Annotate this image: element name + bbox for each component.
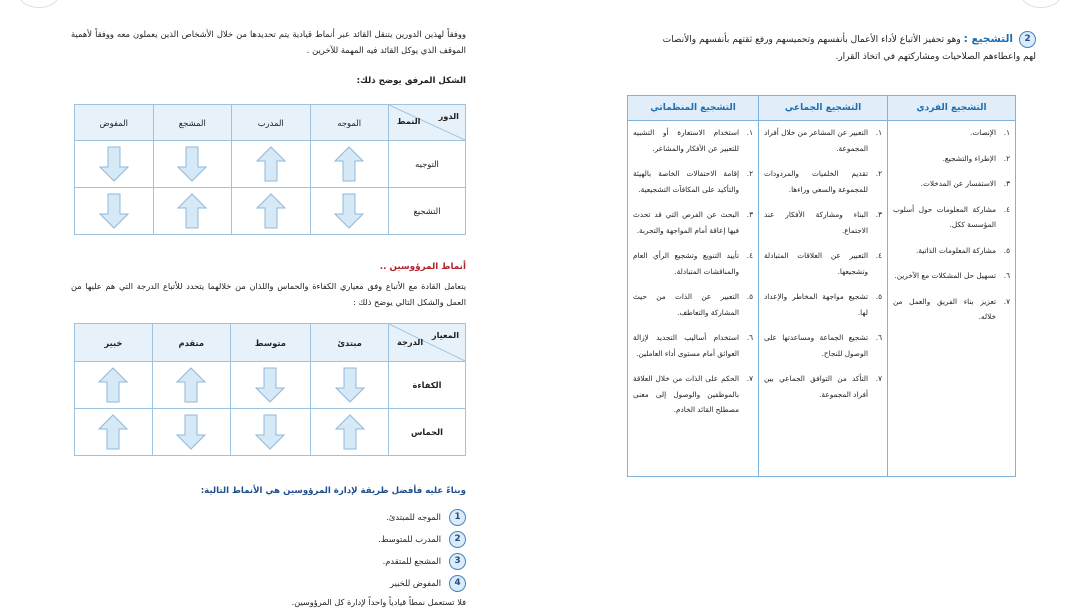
item-number: ٧. [746,374,753,383]
list-item [633,166,753,197]
item-text: التعبير عن العلاقات المتبادلة وتشجيعها. [764,251,868,276]
list-item [378,528,466,550]
levels-col-header: متقدم [152,324,230,362]
number-badge: 2 [1019,31,1036,48]
arrow-down-icon [99,193,129,229]
list-item [764,207,882,238]
item-number: ٣. [1003,179,1010,188]
list-item [764,248,882,279]
arrow-down-icon [176,414,206,450]
arrow-down-icon [255,414,285,450]
arrow-up-icon [256,146,286,182]
item-text: استخدام أساليب التجديد لإزالة العوائق أمام مستوى أداء العاملين. [633,333,739,358]
list-item [378,506,466,528]
item-number: ١. [746,128,753,137]
table-row [75,409,466,456]
item-text: استخدام الاستعارة أو التشبيه للتعبير عن الأفكار والمشاعر. [633,128,739,153]
list-item [633,248,753,279]
levels-table [74,323,466,456]
roles-header-top: الدور [438,111,459,121]
arrow-up-icon [98,367,128,403]
item-text: البحث عن الفرص التي قد تحدث فيها إعاقة أمام المواجهة والتجربة. [633,210,739,235]
individual-column [888,121,1016,477]
arrow-up-icon [334,146,364,182]
item-number: ٧. [875,374,882,383]
table-row [75,141,466,188]
item-text: إقامة الاحتفالات الخاصة بالهيئة والتأكيد على المكافآت التشجيعية. [633,169,739,194]
right-page [520,0,1080,612]
list-item [893,202,1010,233]
arrow-cell [230,409,311,456]
roles-col-header: المفوض [75,105,154,141]
levels-row-label: الحماس [389,409,466,456]
organizational-list [633,125,753,418]
arrow-cell [75,362,153,409]
list-item-text: الموجه للمبتدئ. [386,512,441,522]
group-list [764,125,882,402]
item-number: ٤. [875,251,882,260]
item-text: مشاركة المعلومات حول أسلوب المؤسسة ككل. [893,204,996,229]
arrow-cell [310,141,389,188]
number-badge: 2 [449,531,466,548]
list-item [893,268,1010,284]
levels-row-label: الكفاءة [389,362,466,409]
roles-col-header: المدرب [232,105,311,141]
closing-sentence: فلا تستعمل نمطاً قيادياً واحداً لإدارة كل المرؤوسين. [291,597,466,607]
arrow-cell [152,409,230,456]
item-text: التعبير عن المشاعر من خلال أفراد المجموعة. [764,128,868,153]
item-number: ٣. [746,210,753,219]
item-number: ١. [875,128,882,137]
page-corner-decoration [20,0,58,8]
item-text: التأكد من التوافق الجماعي بين أفراد المجموعة. [764,374,868,399]
arrow-down-icon [334,193,364,229]
item-text: الإنصات. [970,128,996,137]
encouragement-heading [656,31,1036,66]
arrow-up-icon [177,193,207,229]
item-text: مشاركة المعلومات الذاتية. [916,245,996,255]
list-item-text: المدرب للمتوسط. [378,534,441,544]
arrow-up-icon [176,367,206,403]
roles-col-header: المشجع [153,105,232,141]
list-item [764,371,882,402]
list-item [764,330,882,361]
levels-table-corner [389,324,466,362]
arrow-up-icon [98,414,128,450]
list-item [764,289,882,320]
item-number: ٦. [875,333,882,342]
list-item [378,572,466,594]
arrow-down-icon [177,146,207,182]
roles-row-label: التوجيه [389,141,466,188]
item-text: البناء ومشاركة الأفكار عند الاجتماع. [764,210,868,235]
list-item-text: المشجع للمتقدم. [382,556,441,566]
arrow-cell [310,188,389,235]
arrow-down-icon [335,367,365,403]
levels-header-bottom: الدرجة [397,337,424,347]
arrow-cell [311,362,389,409]
page-corner-decoration [1022,0,1060,8]
arrow-cell [75,409,153,456]
encouragement-description: وهو تحفيز الأتباع لأداء الأعمال بأنفسهم وتحميسهم ورفع ثقتهم بأنفسهم والأنصات لهم واعطاءهم الصلاحيات ومشاركتهم في اتخاذ القرار. [662,35,1036,62]
list-item [633,371,753,418]
list-item [893,151,1010,167]
list-item [633,207,753,238]
levels-col-header: مبتدئ [311,324,389,362]
item-text: تشجيع مواجهة المخاطر والإعداد لها. [764,292,868,317]
item-number: ٦. [1003,271,1010,280]
individual-list [893,125,1010,325]
item-text: الإطراء والتشجيع. [942,153,996,163]
list-item [633,289,753,320]
column-header-organizational: التشجيع المنظماتي [628,96,759,121]
arrow-down-icon [99,146,129,182]
arrow-cell [232,141,311,188]
section-title: أنماط المرؤوسين .. [379,262,466,272]
item-number: ٢. [746,169,753,178]
roles-col-header: الموجه [310,105,389,141]
table-row [75,188,466,235]
arrow-cell [232,188,311,235]
item-number: ١. [1003,128,1010,137]
arrow-cell [230,362,311,409]
item-text: الحكم على الذات من خلال العلاقة بالموظفين والوصول إلى معنى مصطلح القائد الخادم. [633,374,739,414]
intro-paragraph: ووفقاً لهذين الدورين يتنقل القائد عبر أنماط قيادية يتم تحديدها من خلال الأشخاص الذين يعملون معه ووفقاً لأهمية الموقف الذي يوكل القائد فيه المهمة للآخرين . [71,29,466,55]
item-text: التعبير عن الذات من حيث المشاركة والتعاطف. [633,292,739,317]
item-number: ٦. [746,333,753,342]
item-number: ٢. [875,169,882,178]
item-number: ٧. [1003,296,1010,306]
arrow-cell [75,141,154,188]
arrow-down-icon [255,367,285,403]
arrow-up-icon [256,193,286,229]
item-number: ٥. [875,292,882,301]
list-item [893,294,1010,325]
levels-col-header: خبير [75,324,153,362]
roles-table [74,104,466,235]
item-number: ٤. [1003,204,1010,214]
list-item [378,550,466,572]
item-number: ٣. [875,210,882,219]
figure-caption: الشكل المرفق يوضح ذلك: [356,76,466,86]
list-item [893,243,1010,259]
item-text: تشجيع الجماعة ومساعدتها على الوصول للنجاح. [764,333,868,358]
item-text: تعزيز بناء الفريق والعمل من خلاله. [893,296,996,321]
encouragement-table [627,95,1016,477]
roles-table-corner [389,105,466,141]
item-text: تأييد التنويع وتشجيع الرأي العام والمناقشات المتبادلة. [633,251,739,276]
left-page [0,0,500,612]
arrow-cell [152,362,230,409]
encouragement-title: التشجيع : [963,33,1013,45]
organizational-column [628,121,759,477]
arrow-cell [153,188,232,235]
levels-col-header: متوسط [230,324,311,362]
number-badge: 1 [449,509,466,526]
number-badge: 3 [449,553,466,570]
list-item [633,330,753,361]
item-text: تسهيل حل المشكلات مع الآخرين. [894,271,996,280]
list-item [633,125,753,156]
item-number: ٤. [746,251,753,260]
roles-row-label: التشجيع [389,188,466,235]
column-header-group: التشجيع الجماعي [759,96,888,121]
item-number: ٢. [1003,153,1010,163]
item-number: ٥. [1003,245,1010,255]
column-header-individual: التشجيع الفردي [888,96,1016,121]
arrow-cell [75,188,154,235]
roles-header-bottom: النمط [397,116,421,126]
leadership-styles-list [378,506,466,594]
list-item-text: المفوض للخبير [390,578,441,588]
arrow-up-icon [335,414,365,450]
table-row [75,362,466,409]
list-item [764,166,882,197]
arrow-cell [153,141,232,188]
group-column [759,121,888,477]
levels-header-top: المعيار [431,330,459,340]
number-badge: 4 [449,575,466,592]
item-number: ٥. [746,292,753,301]
item-text: تقديم الخلفيات والمردودات للمجموعة والسعي وراءها. [764,169,868,194]
item-text: الاستفسار عن المدخلات. [920,179,996,188]
conclusion-heading: وبناءً عليه فأفضل طريقة لإدارة المرؤوسين هي الأنماط التالية: [200,486,466,496]
list-item [893,125,1010,141]
arrow-cell [311,409,389,456]
list-item [764,125,882,156]
list-item [893,176,1010,192]
section-paragraph: يتعامل القادة مع الأتباع وفق معياري الكفاءة والحماس واللذان من خلالهما يتحدد للأتباع الدرجة التي هم عليها من العمل والشكل التالي يوضح ذلك : [71,281,466,307]
